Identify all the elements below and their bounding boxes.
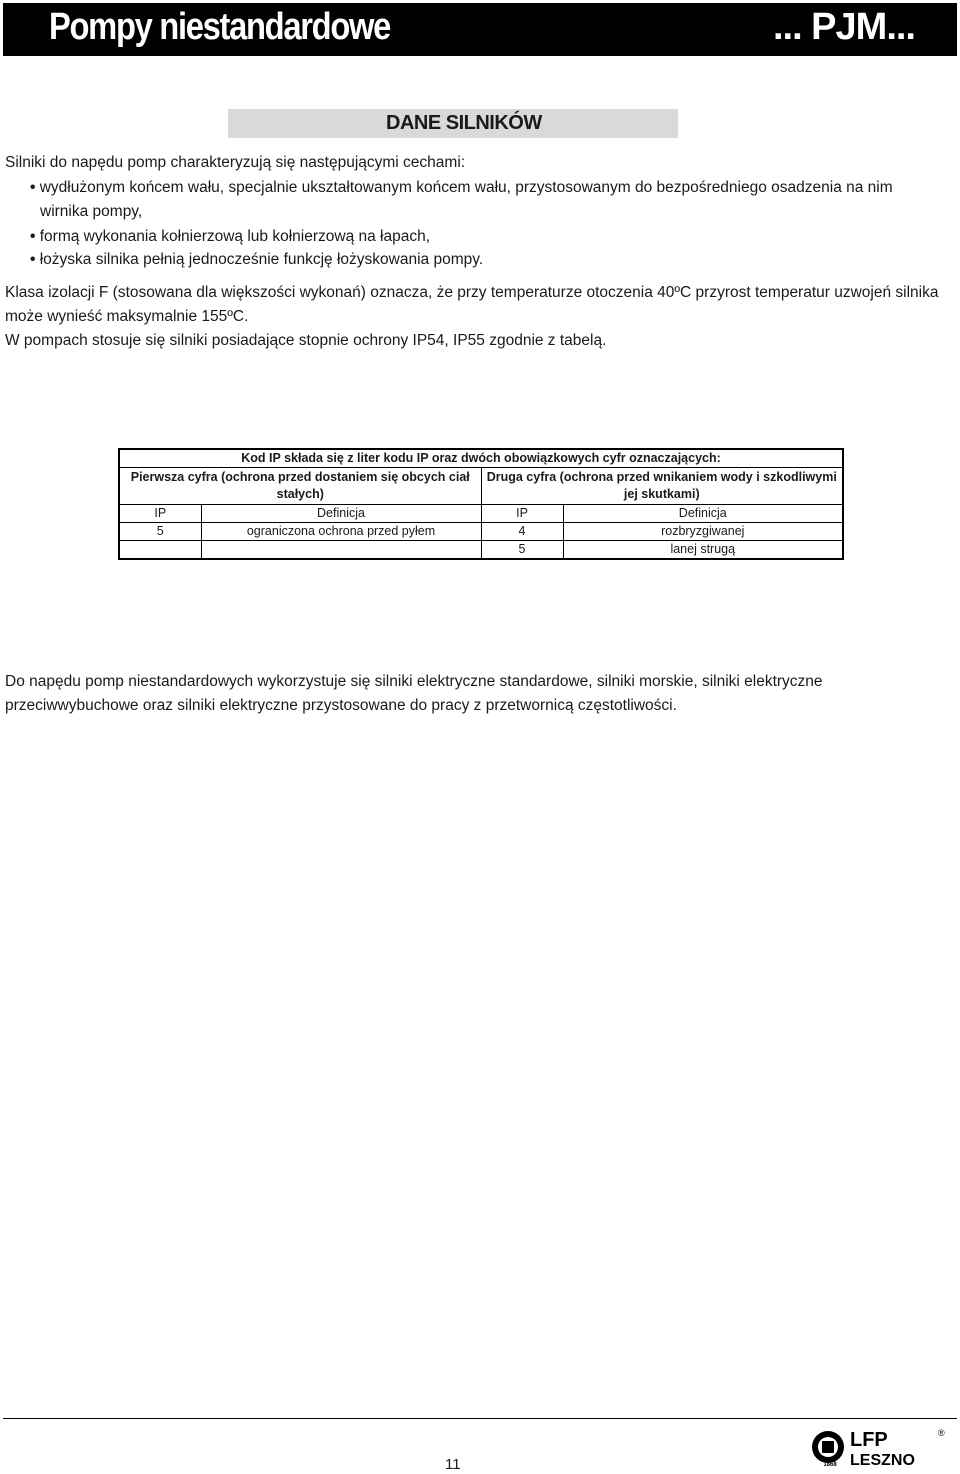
table-caption: Kod IP składa się z liter kodu IP oraz dwóch obowiązkowych cyfr oznaczających: [119, 449, 843, 468]
table-column-row [119, 505, 843, 523]
bullet-item-2: • formą wykonania kołnierzową lub kołnierzową na łapach, [30, 225, 430, 249]
table-header-row [119, 468, 843, 505]
col-def-1: Definicja [201, 505, 481, 523]
col-ip-2: IP [481, 505, 563, 523]
cell: 4 [481, 523, 563, 541]
bullet-item-3: • łożyska silnika pełnią jednocześnie funkcję łożyskowania pompy. [30, 248, 483, 272]
motors-text-line2: przeciwwybuchowe oraz silniki elektryczne przystosowane do pracy z przetwornicą częstotliwości. [5, 697, 677, 714]
ip-table [118, 448, 844, 560]
section-title [228, 109, 678, 138]
cell [201, 541, 481, 560]
insulation-text-line1: Klasa izolacji F (stosowana dla większości wykonań) oznacza, że przy temperaturze otoczenia 40ºC przyrost temperatur uzwojeń silnika [5, 284, 939, 301]
col-def-2: Definicja [563, 505, 843, 523]
page-title: Pompy niestandardowe [49, 6, 391, 48]
bullet-item-1-cont: wirnika pompy, [40, 203, 143, 220]
insulation-text-line2: może wynieść maksymalnie 155ºC. [5, 308, 249, 325]
motors-text-line1: Do napędu pomp niestandardowych wykorzystuje się silniki elektryczne standardowe, silniki morskie, silniki elektryczne [5, 673, 823, 690]
product-code: ... PJM... [772, 6, 915, 48]
logo-text: LFP [850, 1429, 888, 1451]
intro-text: Silniki do napędu pomp charakteryzują się następującymi cechami: [5, 154, 466, 171]
protection-text: W pompach stosuje się silniki posiadające stopnie ochrony IP54, IP55 zgodnie z tabelą. [5, 332, 607, 349]
header-bar [3, 3, 957, 56]
cell: 5 [119, 523, 201, 541]
col-ip-1: IP [119, 505, 201, 523]
bullet-item-1: • wydłużonym końcem wału, specjalnie ukształtowanym końcem wału, przystosowanym do bezpośredniego osadzenia na nim [30, 176, 893, 200]
cell: 5 [481, 541, 563, 560]
cell: lanej strugą [563, 541, 843, 560]
registered-mark: ® [938, 1428, 945, 1438]
table-caption-row [119, 449, 843, 468]
footer-divider [3, 1418, 957, 1419]
table-row [119, 523, 843, 541]
page-number: 11 [445, 1456, 461, 1473]
section-title-text: DANE SILNIKÓW [386, 112, 542, 134]
cell [119, 541, 201, 560]
cell: rozbryzgiwanej [563, 523, 843, 541]
cell: ograniczona ochrona przed pyłem [201, 523, 481, 541]
first-digit-header: Pierwsza cyfra (ochrona przed dostaniem się obcych ciał stałych) [119, 468, 481, 505]
logo-emblem-core [822, 1441, 834, 1453]
second-digit-header: Druga cyfra (ochrona przed wnikaniem wody i szkodliwymi jej skutkami) [481, 468, 843, 505]
logo-city: LESZNO [850, 1452, 915, 1468]
table-row [119, 541, 843, 560]
lfp-logo [808, 1426, 948, 1468]
logo-year: 1868 [823, 1462, 837, 1468]
